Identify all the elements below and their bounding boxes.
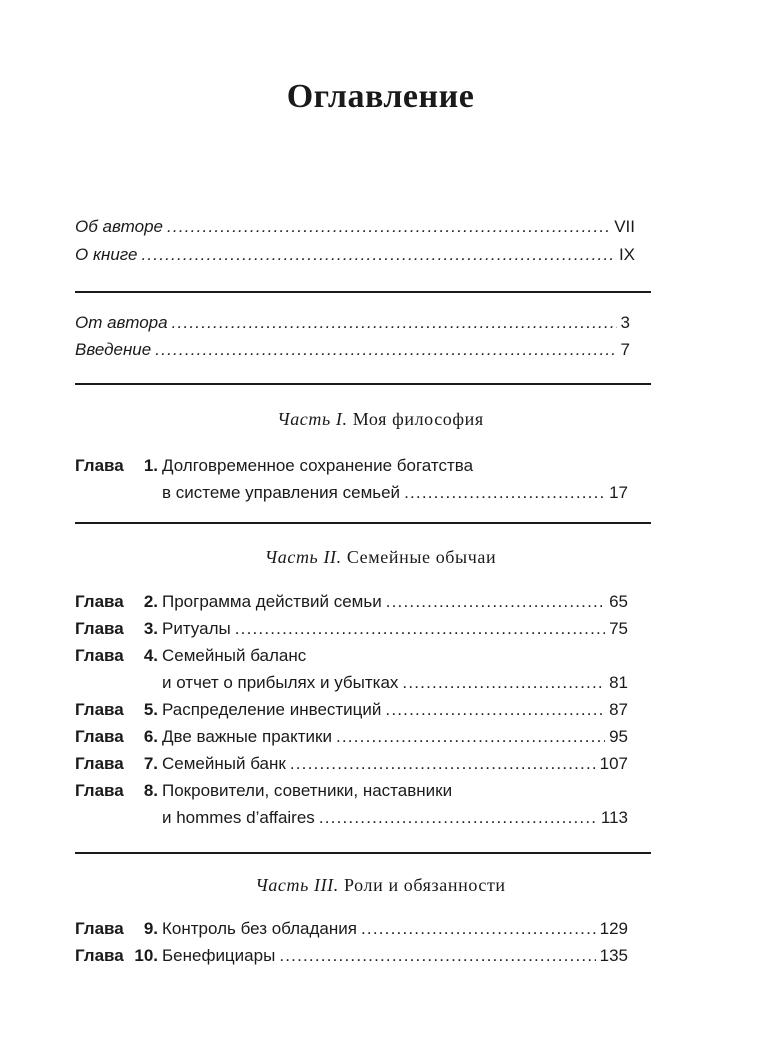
chapter-title[interactable]: Семейный баланс	[162, 646, 307, 665]
page-title: Оглавление	[286, 78, 475, 115]
leader-dots	[386, 591, 605, 613]
entry-label: От автора	[75, 313, 168, 332]
part-heading-1	[0, 409, 761, 430]
chapter-word: Глава	[75, 727, 124, 746]
page-number: VII	[614, 217, 635, 236]
leader-dots	[155, 339, 616, 361]
leader-dots	[402, 672, 605, 694]
chapter-number: 4.	[143, 646, 158, 665]
divider	[75, 291, 651, 293]
leader-dots	[141, 244, 615, 266]
chapter-word: Глава	[75, 754, 124, 773]
chapter-title-cont: и отчет о прибылях и убытках	[162, 673, 399, 692]
chapter-title-cont: в системе управления семьей	[162, 483, 401, 502]
page-number: 95	[609, 727, 628, 746]
chapter-title: Ритуалы	[162, 619, 231, 638]
chapter-number: 1.	[143, 456, 158, 475]
leader-dots	[319, 807, 597, 829]
page-number: 3	[620, 313, 630, 332]
page-number: 17	[609, 483, 628, 502]
part-number: Часть II.	[264, 547, 342, 567]
page-number: IX	[618, 245, 635, 264]
chapter-word: Глава	[75, 592, 124, 611]
entry-label: О книге	[75, 245, 138, 264]
toc-entry-introduction[interactable]	[75, 339, 630, 361]
page-number: 107	[599, 754, 628, 773]
page-number: 135	[599, 946, 628, 965]
chapter-number: 9.	[143, 919, 158, 938]
toc-entry-chapter-8[interactable]	[162, 807, 628, 829]
part-number: Часть I.	[277, 409, 348, 429]
leader-dots	[279, 945, 595, 967]
toc-entry-chapter-6[interactable]	[162, 726, 628, 748]
page-number: 113	[600, 808, 628, 827]
chapter-title: Распределение инвестиций	[162, 700, 382, 719]
toc-entry-chapter-3[interactable]	[162, 618, 628, 640]
page-number: 7	[620, 340, 630, 359]
leader-dots	[361, 918, 596, 940]
part-title: Моя философия	[352, 409, 484, 429]
page-number: 65	[609, 592, 628, 611]
toc-entry-from-author[interactable]	[75, 312, 630, 334]
chapter-number: 10.	[134, 946, 158, 965]
chapter-title[interactable]: Долговременное сохранение богатства	[162, 456, 474, 475]
chapter-number: 5.	[143, 700, 158, 719]
toc-entry-chapter-1[interactable]	[162, 482, 628, 504]
part-number: Часть III.	[255, 875, 339, 895]
divider	[75, 852, 651, 854]
chapter-word: Глава	[75, 781, 124, 800]
divider	[75, 383, 651, 385]
page-number: 81	[609, 673, 628, 692]
chapter-number: 7.	[143, 754, 158, 773]
part-heading-2	[0, 547, 761, 568]
chapter-title: Бенефициары	[162, 946, 276, 965]
chapter-number: 8.	[143, 781, 158, 800]
entry-label: Введение	[75, 340, 152, 359]
page-number: 75	[609, 619, 628, 638]
chapter-title: Семейный банк	[162, 754, 286, 773]
toc-entry-chapter-7[interactable]	[162, 753, 628, 775]
leader-dots	[172, 312, 617, 334]
chapter-number: 2.	[143, 592, 158, 611]
chapter-title: Программа действий семьи	[162, 592, 382, 611]
chapter-title: Контроль без обладания	[162, 919, 357, 938]
leader-dots	[167, 216, 610, 238]
chapter-word: Глава	[75, 456, 124, 475]
leader-dots	[235, 618, 605, 640]
toc-entry-chapter-2[interactable]	[162, 591, 628, 613]
chapter-title: Две важные практики	[162, 727, 332, 746]
toc-entry-about-author[interactable]	[75, 216, 635, 238]
toc-entry-chapter-5[interactable]	[162, 699, 628, 721]
leader-dots	[336, 726, 605, 748]
chapter-word: Глава	[75, 946, 124, 965]
chapter-title-cont: и hommes d’affaires	[162, 808, 315, 827]
leader-dots	[290, 753, 596, 775]
entry-label: Об авторе	[75, 217, 163, 236]
chapter-word: Глава	[75, 919, 124, 938]
toc-entry-about-book[interactable]	[75, 244, 635, 266]
chapter-title[interactable]: Покровители, советники, наставники	[162, 781, 453, 800]
leader-dots	[404, 482, 605, 504]
leader-dots	[385, 699, 605, 721]
part-heading-3	[0, 875, 761, 896]
chapter-word: Глава	[75, 619, 124, 638]
toc-entry-chapter-9[interactable]	[162, 918, 628, 940]
toc-entry-chapter-10[interactable]	[162, 945, 628, 967]
page-number: 87	[609, 700, 628, 719]
toc-entry-chapter-4[interactable]	[162, 672, 628, 694]
part-title: Семейные обычаи	[346, 547, 497, 567]
chapter-number: 3.	[143, 619, 158, 638]
divider	[75, 522, 651, 524]
part-title: Роли и обязанности	[344, 875, 506, 895]
chapter-number: 6.	[143, 727, 158, 746]
chapter-word: Глава	[75, 646, 124, 665]
page-number: 129	[599, 919, 628, 938]
chapter-word: Глава	[75, 700, 124, 719]
